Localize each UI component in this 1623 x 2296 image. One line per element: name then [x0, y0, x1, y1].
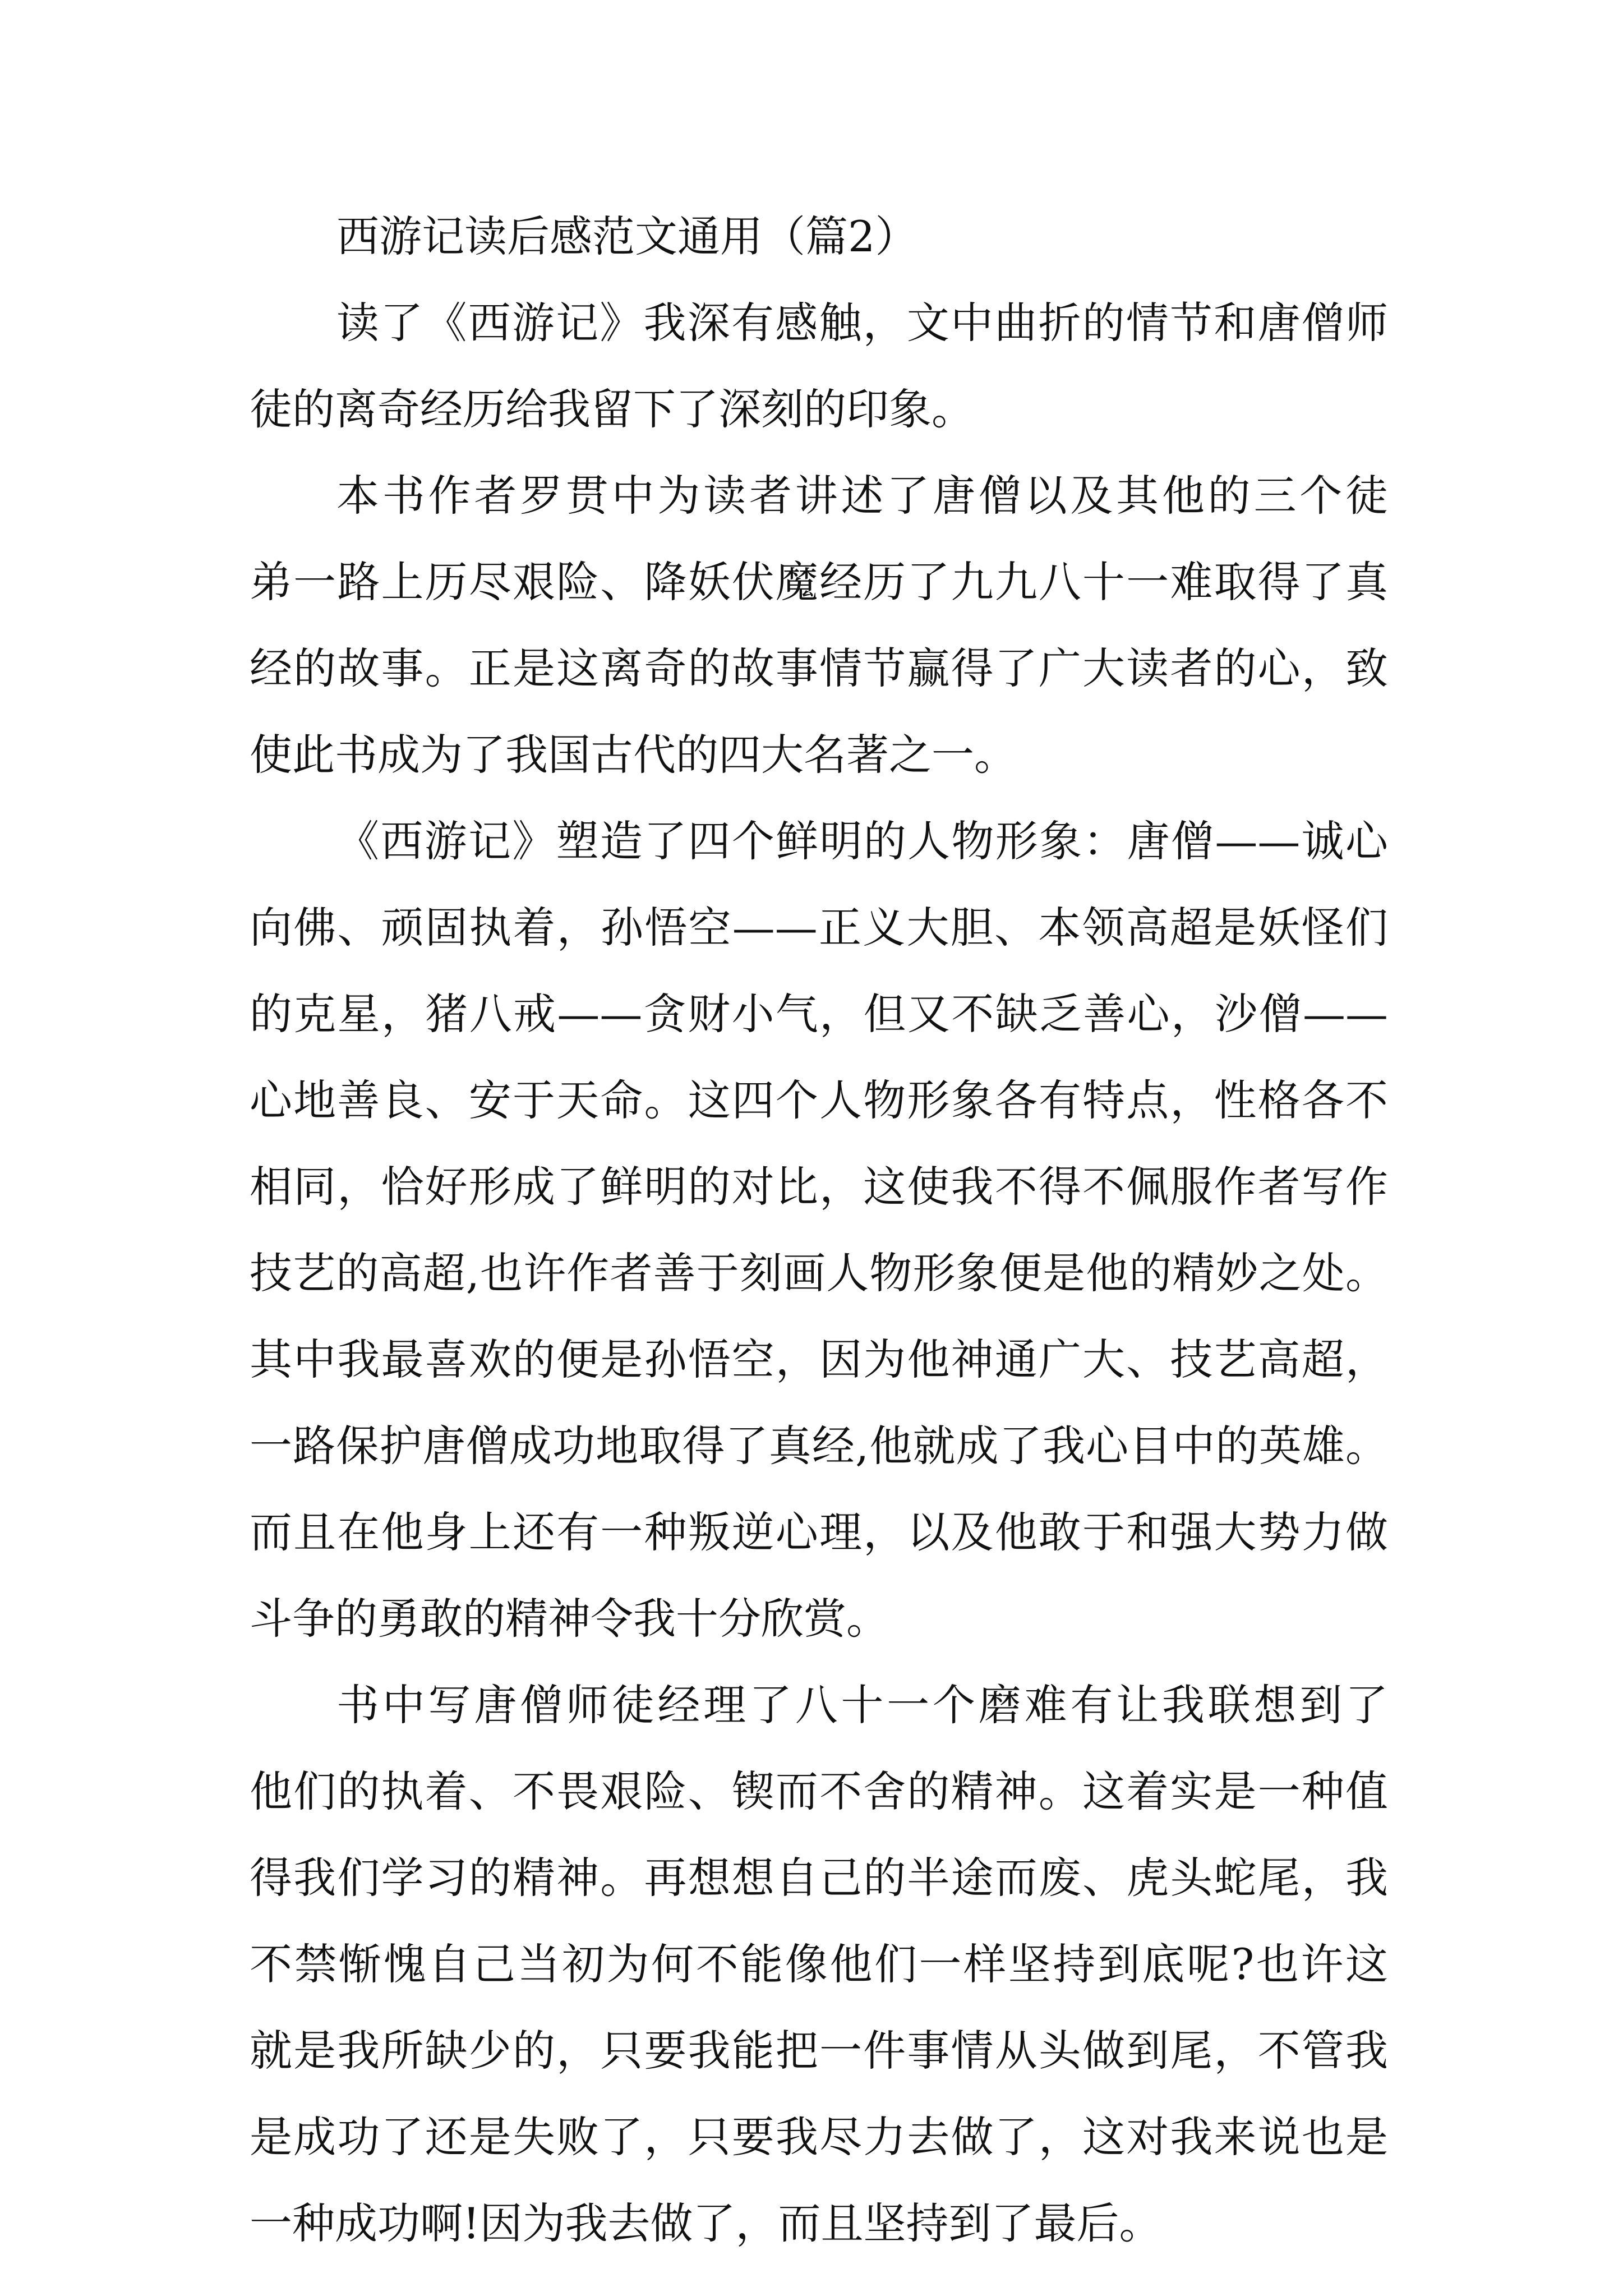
paragraph-3	[250, 798, 1388, 1662]
paragraph-line: 徒的离奇经历给我留下了深刻的印象。	[250, 384, 974, 434]
paragraph-line: 弟一路上历尽艰险、降妖伏魔经历了九九八十一难取得了真	[250, 557, 1388, 607]
paragraph-line: 的克星，猪八戒——贪财小气，但又不缺乏善心，沙僧——	[250, 989, 1388, 1039]
paragraph-line: 相同，恰好形成了鲜明的对比，这使我不得不佩服作者写作	[250, 1162, 1388, 1212]
paragraph-line: 向佛、顽固执着，孙悟空——正义大胆、本领高超是妖怪们	[250, 903, 1388, 953]
document-title: 西游记读后感范文通用（篇2）	[336, 211, 918, 261]
paragraph-line: 一种成功啊!因为我去做了，而且坚持到了最后。	[250, 2198, 1162, 2248]
paragraph-line: 得我们学习的精神。再想想自己的半途而废、虎头蛇尾，我	[250, 1853, 1388, 1903]
document-body	[250, 194, 1388, 2267]
paragraph-line: 是成功了还是失败了，只要我尽力去做了，这对我来说也是	[250, 2112, 1388, 2162]
paragraph-1	[250, 280, 1388, 453]
paragraph-line: 就是我所缺少的，只要我能把一件事情从头做到尾，不管我	[250, 2026, 1388, 2076]
paragraph-line: 他们的执着、不畏艰险、锲而不舍的精神。这着实是一种值	[250, 1766, 1388, 1816]
paragraph-line: 技艺的高超,也许作者善于刻画人物形象便是他的精妙之处。	[250, 1248, 1388, 1298]
paragraph-line: 斗争的勇敢的精神令我十分欣赏。	[250, 1594, 889, 1644]
paragraph-line: 心地善良、安于天命。这四个人物形象各有特点，性格各不	[250, 1075, 1388, 1125]
paragraph-line: 《西游记》塑造了四个鲜明的人物形象：唐僧——诚心	[336, 816, 1388, 866]
paragraph-line: 一路保护唐僧成功地取得了真经,他就成了我心目中的英雄。	[250, 1421, 1388, 1471]
paragraph-line: 本书作者罗贯中为读者讲述了唐僧以及其他的三个徒	[336, 471, 1388, 521]
paragraph-2	[250, 453, 1388, 798]
paragraph-4	[250, 1662, 1388, 2267]
paragraph-line: 读了《西游记》我深有感触，文中曲折的情节和唐僧师	[336, 298, 1388, 348]
paragraph-line: 其中我最喜欢的便是孙悟空，因为他神通广大、技艺高超，	[250, 1335, 1388, 1384]
paragraph-line: 书中写唐僧师徒经理了八十一个磨难有让我联想到了	[336, 1680, 1388, 1730]
paragraph-line: 而且在他身上还有一种叛逆心理，以及他敢于和强大势力做	[250, 1507, 1388, 1557]
paragraph-line: 不禁惭愧自己当初为何不能像他们一样坚持到底呢?也许这	[250, 1939, 1388, 1989]
paragraph-line: 经的故事。正是这离奇的故事情节赢得了广大读者的心，致	[250, 643, 1388, 693]
paragraph-line: 使此书成为了我国古代的四大名著之一。	[250, 730, 1017, 780]
